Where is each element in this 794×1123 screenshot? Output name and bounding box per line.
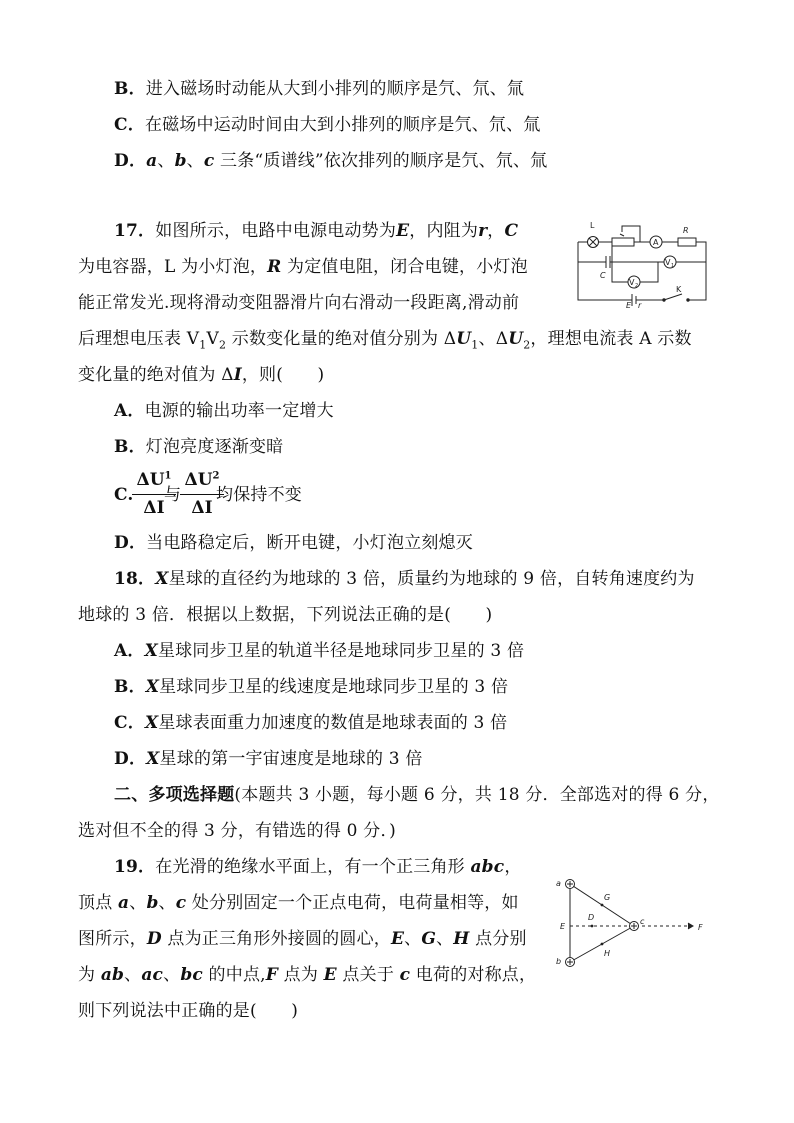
label-e: E bbox=[560, 922, 566, 931]
circuit-diagram bbox=[572, 216, 712, 308]
subscript: 2 bbox=[523, 338, 531, 352]
option-label: A． bbox=[114, 641, 145, 661]
label-e: E bbox=[626, 301, 632, 308]
section-instructions bbox=[78, 820, 396, 842]
label-h: H bbox=[604, 949, 611, 958]
q19-line-4 bbox=[78, 964, 536, 986]
sep: 、 bbox=[186, 151, 204, 171]
var-x: X bbox=[144, 641, 158, 661]
text: ，则( ) bbox=[241, 365, 325, 385]
var-e: E bbox=[390, 929, 405, 949]
label-c: c bbox=[640, 917, 645, 926]
sep: 、 bbox=[157, 151, 175, 171]
var-i: I bbox=[233, 365, 242, 385]
label-v1: V bbox=[665, 258, 671, 267]
option-label: D． bbox=[114, 749, 147, 769]
option-text: 星球的第一宇宙速度是地球的 3 倍 bbox=[159, 749, 423, 769]
sep: 、 bbox=[436, 929, 454, 949]
var-e: E bbox=[323, 965, 337, 985]
q19-line-3 bbox=[78, 928, 527, 950]
option-text: 在磁场中运动时间由大到小排列的顺序是氕、氘、氚 bbox=[144, 115, 541, 135]
label-r: R bbox=[683, 226, 689, 235]
option-label: B． bbox=[114, 79, 146, 99]
label-f: F bbox=[698, 923, 703, 932]
q18-option-d bbox=[114, 748, 423, 770]
var-c: c bbox=[399, 965, 411, 985]
q17-option-a bbox=[114, 400, 334, 422]
text: 顶点 bbox=[78, 893, 119, 913]
var-c: C bbox=[504, 221, 519, 241]
text: 的中点, bbox=[202, 965, 266, 985]
text: 、Δ bbox=[478, 329, 509, 349]
option-label: D． bbox=[114, 151, 147, 171]
label-l: L bbox=[590, 221, 595, 230]
text: 图所示， bbox=[78, 929, 147, 949]
q19-line-2 bbox=[78, 892, 519, 914]
text: 如图所示，电路中电源电动势为 bbox=[155, 221, 397, 241]
text: 示数变化量的绝对值分别为 Δ bbox=[226, 329, 457, 349]
text: 星球的直径约为地球的 3 倍，质量约为地球的 9 倍，自转角速度约为 bbox=[168, 569, 695, 589]
var-u: U bbox=[456, 329, 472, 349]
var-h: H bbox=[453, 929, 470, 949]
option-text: 灯泡亮度逐渐变暗 bbox=[145, 437, 284, 457]
q17-option-d bbox=[114, 532, 473, 554]
text: ΔU bbox=[184, 470, 213, 490]
var-r: r bbox=[478, 221, 488, 241]
text: 则下列说法中正确的是( ) bbox=[78, 1001, 299, 1021]
option-text: 进入磁场时动能从大到小排列的顺序是氕、氘、氚 bbox=[145, 79, 525, 99]
text: ΔU bbox=[136, 470, 165, 490]
q19-line-5 bbox=[78, 1000, 298, 1022]
var-ab: ab bbox=[100, 965, 125, 985]
superscript: 2 bbox=[212, 470, 220, 482]
option-label: B． bbox=[114, 437, 146, 457]
text: 选对但不全的得 3 分，有错选的得 0 分．) bbox=[78, 821, 396, 841]
var-a: a bbox=[118, 893, 130, 913]
var-f: F bbox=[265, 965, 279, 985]
var-bc: bc bbox=[180, 965, 203, 985]
var-d: D bbox=[146, 929, 162, 949]
text: 地球的 3 倍．根据以上数据，下列说法正确的是( ) bbox=[78, 605, 493, 625]
var-c: c bbox=[175, 893, 187, 913]
text: 电荷的对称点， bbox=[410, 965, 537, 985]
q17-option-b bbox=[114, 436, 283, 458]
subscript: 1 bbox=[199, 338, 207, 352]
option-text: 三条“质谱线”依次排列的顺序是氕、氘、氚 bbox=[214, 151, 548, 171]
q17-line-3 bbox=[78, 292, 519, 314]
sep: 、 bbox=[158, 893, 176, 913]
text: ， bbox=[504, 857, 522, 877]
text: 点为 bbox=[278, 965, 324, 985]
text: ，内阻为 bbox=[409, 221, 479, 241]
option-text: 当电路稳定后，断开电键，小灯泡立刻熄灭 bbox=[146, 533, 473, 553]
text: (本题共 3 小题，每小题 6 分，共 18 分．全部选对的得 6 分， bbox=[234, 785, 720, 805]
var-c: c bbox=[203, 151, 215, 171]
text: 点关于 bbox=[336, 965, 400, 985]
sep: 、 bbox=[129, 893, 147, 913]
subscript: 1 bbox=[471, 338, 479, 352]
text: 点为正三角形外接圆的圆心， bbox=[161, 929, 391, 949]
option-label: D． bbox=[114, 533, 147, 553]
text: 与 bbox=[164, 485, 182, 505]
option-text: 电源的输出功率一定增大 bbox=[144, 401, 334, 421]
var-abc: abc bbox=[470, 857, 505, 877]
superscript: 1 bbox=[164, 470, 172, 482]
label-r-small: r bbox=[638, 301, 642, 308]
option-label: C． bbox=[114, 713, 145, 733]
var-x: X bbox=[155, 569, 169, 589]
question-number: 19． bbox=[114, 857, 156, 877]
q17-line-5 bbox=[78, 364, 324, 386]
q18-line-2 bbox=[78, 604, 492, 626]
question-number: 18． bbox=[114, 569, 156, 589]
text: 变化量的绝对值为 Δ bbox=[78, 365, 234, 385]
var-b: b bbox=[146, 893, 159, 913]
var-x: X bbox=[146, 749, 160, 769]
denominator: ΔI bbox=[143, 498, 165, 518]
text: 点分别 bbox=[469, 929, 527, 949]
section-title: 二、多项选择题 bbox=[114, 785, 235, 805]
label-a: a bbox=[556, 879, 561, 888]
label-v1-sub: 1 bbox=[671, 263, 675, 269]
text: 为 bbox=[78, 965, 101, 985]
label-a: A bbox=[653, 238, 659, 247]
option-text: 星球表面重力加速度的数值是地球表面的 3 倍 bbox=[158, 713, 508, 733]
question-number: 17． bbox=[114, 221, 156, 241]
text: 为电容器，L 为小灯泡， bbox=[78, 257, 268, 277]
var-x: X bbox=[145, 677, 160, 697]
text: V bbox=[206, 329, 219, 349]
q18-option-b bbox=[114, 676, 508, 698]
q17-line-1 bbox=[114, 220, 518, 242]
q17-line-4 bbox=[78, 328, 692, 356]
sep: 、 bbox=[404, 929, 422, 949]
q18-option-c bbox=[114, 712, 507, 734]
q18-line-1 bbox=[114, 568, 695, 590]
option-label: A． bbox=[114, 401, 145, 421]
text: 处分别固定一个正点电荷，电荷量相等，如 bbox=[186, 893, 519, 913]
label-c: C bbox=[600, 271, 606, 280]
label-v2: V bbox=[629, 278, 635, 287]
denominator: ΔI bbox=[191, 498, 213, 518]
text: 在光滑的绝缘水平面上，有一个正三角形 bbox=[155, 857, 471, 877]
text: ， bbox=[487, 221, 505, 241]
option-label: C． bbox=[114, 115, 145, 135]
text: 为定值电阻，闭合电键，小灯泡 bbox=[281, 257, 528, 277]
var-e: E bbox=[396, 221, 410, 241]
q19-line-1 bbox=[114, 856, 522, 878]
label-v2-sub: 2 bbox=[635, 283, 639, 289]
sep: 、 bbox=[163, 965, 181, 985]
section-heading bbox=[114, 784, 720, 806]
option-label: C. bbox=[114, 485, 134, 505]
label-g: G bbox=[604, 893, 611, 902]
var-b: b bbox=[174, 151, 187, 171]
label-d: D bbox=[588, 913, 595, 922]
q16-option-c bbox=[114, 114, 541, 136]
triangle-charge-diagram bbox=[552, 872, 712, 972]
q18-option-a bbox=[114, 640, 524, 662]
label-k: K bbox=[676, 285, 682, 294]
text: 能正常发光.现将滑动变阻器滑片向右滑动一段距离,滑动前 bbox=[78, 293, 520, 313]
var-u: U bbox=[508, 329, 524, 349]
text: 均保持不变 bbox=[216, 485, 302, 505]
option-label: B． bbox=[114, 677, 146, 697]
q16-option-b bbox=[114, 78, 524, 100]
q17-line-2 bbox=[78, 256, 528, 278]
sep: 、 bbox=[124, 965, 142, 985]
text: ，理想电流表 A 示数 bbox=[530, 329, 692, 349]
var-ac: ac bbox=[141, 965, 164, 985]
var-r: R bbox=[267, 257, 282, 277]
option-text: 星球同步卫星的轨道半径是地球同步卫星的 3 倍 bbox=[157, 641, 525, 661]
subscript: 2 bbox=[218, 338, 227, 352]
var-x: X bbox=[144, 713, 159, 733]
text: 后理想电压表 V bbox=[78, 329, 200, 349]
var-a: a bbox=[146, 151, 158, 171]
label-b: b bbox=[556, 957, 562, 966]
var-g: G bbox=[421, 929, 437, 949]
q16-option-d bbox=[114, 150, 547, 172]
option-text: 星球同步卫星的线速度是地球同步卫星的 3 倍 bbox=[159, 677, 509, 697]
